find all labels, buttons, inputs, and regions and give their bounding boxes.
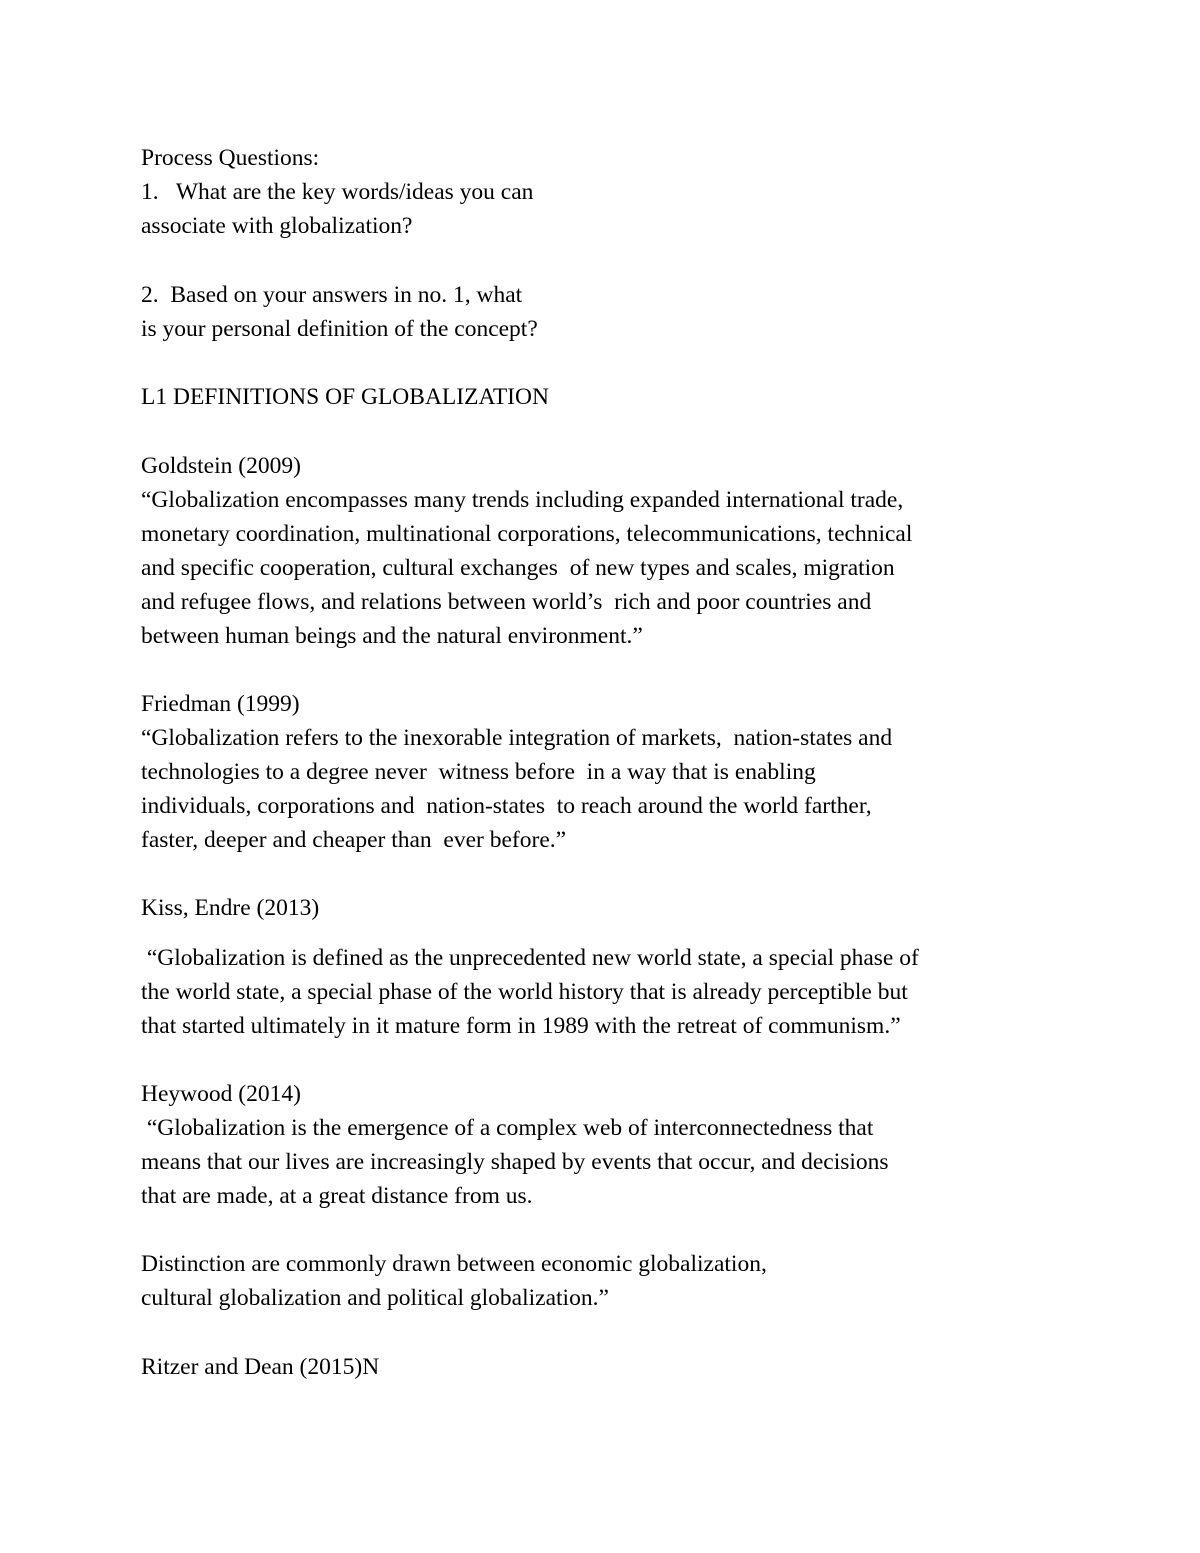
friedman-quote-line: individuals, corporations and nation-states to reach around the world farther,: [141, 793, 872, 819]
friedman-quote-line: technologies to a degree never witness before in a way that is enabling: [141, 759, 816, 785]
heywood-quote-line: “Globalization is the emergence of a complex web of interconnectedness that: [141, 1115, 874, 1141]
goldstein-quote-line: “Globalization encompasses many trends including expanded international trade,: [141, 487, 904, 513]
goldstein-quote-line: and refugee flows, and relations between world’s rich and poor countries and: [141, 589, 872, 615]
kiss-quote-line: “Globalization is defined as the unprecedented new world state, a special phase of: [141, 945, 919, 971]
friedman-author: Friedman (1999): [141, 691, 300, 717]
question-2-line-1: 2. Based on your answers in no. 1, what: [141, 282, 523, 308]
kiss-quote-line: the world state, a special phase of the world history that is already perceptible but: [141, 979, 908, 1005]
goldstein-quote-line: and specific cooperation, cultural exchanges of new types and scales, migration: [141, 555, 895, 581]
ritzer-author: Ritzer and Dean (2015)N: [141, 1354, 380, 1380]
heywood-author: Heywood (2014): [141, 1081, 301, 1107]
goldstein-quote-line: monetary coordination, multinational corporations, telecommunications, technical: [141, 521, 913, 547]
friedman-quote-line: “Globalization refers to the inexorable integration of markets, nation-states and: [141, 725, 893, 751]
heywood-distinction-line: cultural globalization and political globalization.”: [141, 1285, 609, 1311]
heywood-quote-line: means that our lives are increasingly shaped by events that occur, and decisions: [141, 1149, 889, 1175]
goldstein-author: Goldstein (2009): [141, 453, 301, 479]
friedman-quote-line: faster, deeper and cheaper than ever before.”: [141, 827, 567, 853]
question-1-line-2: associate with globalization?: [141, 213, 413, 239]
process-questions-heading: Process Questions:: [141, 145, 320, 171]
goldstein-quote-line: between human beings and the natural environment.”: [141, 623, 643, 649]
kiss-quote-line: that started ultimately in it mature form in 1989 with the retreat of communism.”: [141, 1013, 901, 1039]
kiss-author: Kiss, Endre (2013): [141, 895, 320, 921]
heywood-distinction-line: Distinction are commonly drawn between economic globalization,: [141, 1251, 767, 1277]
heywood-quote-line: that are made, at a great distance from us.: [141, 1183, 533, 1209]
question-1-line-1: 1. What are the key words/ideas you can: [141, 179, 534, 205]
section-title: L1 DEFINITIONS OF GLOBALIZATION: [141, 384, 549, 410]
question-2-line-2: is your personal definition of the concept?: [141, 316, 538, 342]
